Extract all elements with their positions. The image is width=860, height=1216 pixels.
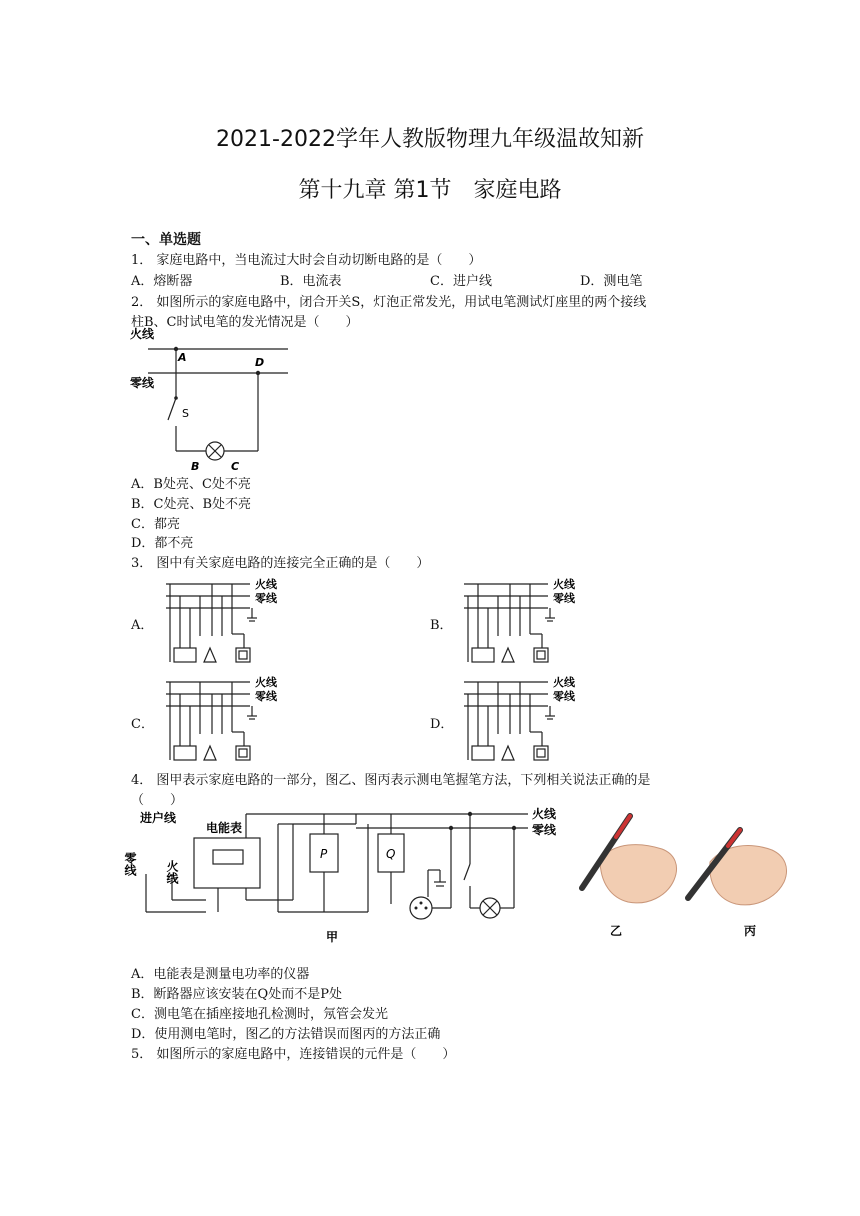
question-3-stem: 3． 图中有关家庭电路的连接完全正确的是（ ） [131, 556, 430, 571]
q4-neutral-vertical-label: 零线 [123, 852, 137, 876]
q3-option-c-label: C． [131, 717, 154, 732]
question-2-stem-line2: 柱B、C时试电笔的发光情况是（ ） [131, 315, 359, 330]
q4-p-label: P [320, 847, 328, 861]
q3a-neutral-label: 零线 [255, 592, 277, 605]
q3b-live-label: 火线 [553, 578, 575, 591]
q2-point-d: D [255, 356, 265, 369]
q2-point-b: B [191, 460, 200, 473]
q2-option-c: C．都亮 [131, 517, 180, 532]
q3c-live-label: 火线 [255, 676, 277, 689]
q1-option-a: A．熔断器 [131, 274, 193, 289]
q1-option-c: C．进户线 [430, 274, 492, 289]
question-4-stem-line2: （ ） [131, 793, 184, 808]
q4-figure-jia-caption: 甲 [326, 930, 339, 944]
q2-option-a: A．B处亮、C处不亮 [131, 477, 251, 492]
q3-option-a-label: A． [131, 618, 154, 633]
q1-option-b: B．电流表 [280, 274, 342, 289]
q4-q-label: Q [386, 847, 396, 861]
q3d-neutral-label: 零线 [553, 690, 575, 703]
q4-option-b: B．断路器应该安装在Q处而不是P处 [131, 987, 342, 1002]
q3d-live-label: 火线 [553, 676, 575, 689]
q3a-live-label: 火线 [255, 578, 277, 591]
q4-option-d: D．使用测电笔时，图乙的方法错误而图丙的方法正确 [131, 1027, 441, 1042]
question-4-stem-line1: 4． 图甲表示家庭电路的一部分，图乙、图丙表示测电笔握笔方法，下列相关说法正确的是 [131, 773, 651, 788]
q2-neutral-label: 零线 [130, 376, 155, 390]
section-heading: 一、单选题 [131, 232, 201, 248]
q3-diagram-c [160, 674, 290, 770]
question-5-stem: 5． 如图所示的家庭电路中，连接错误的元件是（ ） [131, 1047, 456, 1062]
q4-live-label: 火线 [532, 807, 557, 821]
q4-circuit-figure-jia [123, 804, 568, 946]
q3-option-d-label: D． [430, 717, 454, 732]
q2-circuit-figure [128, 326, 293, 474]
q3-diagram-a [160, 574, 290, 670]
q4-figure-yi-caption: 乙 [610, 924, 623, 938]
q3-diagram-b [458, 574, 588, 670]
q3c-neutral-label: 零线 [255, 690, 277, 703]
q4-pen-grip-figures [570, 804, 800, 944]
q4-option-a: A．电能表是测量电功率的仪器 [131, 967, 310, 982]
q3b-neutral-label: 零线 [553, 592, 575, 605]
q4-entry-label: 进户线 [140, 811, 177, 825]
question-2-stem-line1: 2． 如图所示的家庭电路中，闭合开关S，灯泡正常发光，用试电笔测试灯座里的两个接线 [131, 295, 647, 310]
q4-neutral-label: 零线 [532, 823, 557, 837]
q4-option-c: C．测电笔在插座接地孔检测时，氖管会发光 [131, 1007, 388, 1022]
question-1-stem: 1． 家庭电路中，当电流过大时会自动切断电路的是（ ） [131, 253, 482, 268]
pen-grip-yi-illustration [582, 816, 677, 903]
q4-meter-label: 电能表 [206, 821, 243, 835]
q2-point-c: C [231, 460, 240, 473]
q1-option-d: D．测电笔 [580, 274, 643, 289]
document-title: 2021-2022学年人教版物理九年级温故知新 [216, 127, 644, 152]
q3-option-b-label: B． [430, 618, 453, 633]
q2-live-label: 火线 [130, 327, 155, 341]
q2-option-b: B．C处亮、B处不亮 [131, 497, 252, 512]
q2-switch-label: S [182, 407, 189, 420]
q3-diagram-d [458, 674, 588, 770]
pen-grip-bing-illustration [688, 830, 787, 905]
q4-live-vertical-label: 火线 [165, 860, 179, 884]
q2-option-d: D．都不亮 [131, 536, 194, 551]
chapter-title: 第十九章 第1节 家庭电路 [298, 178, 562, 203]
q4-figure-bing-caption: 丙 [744, 924, 757, 938]
q2-point-a: A [178, 351, 187, 364]
